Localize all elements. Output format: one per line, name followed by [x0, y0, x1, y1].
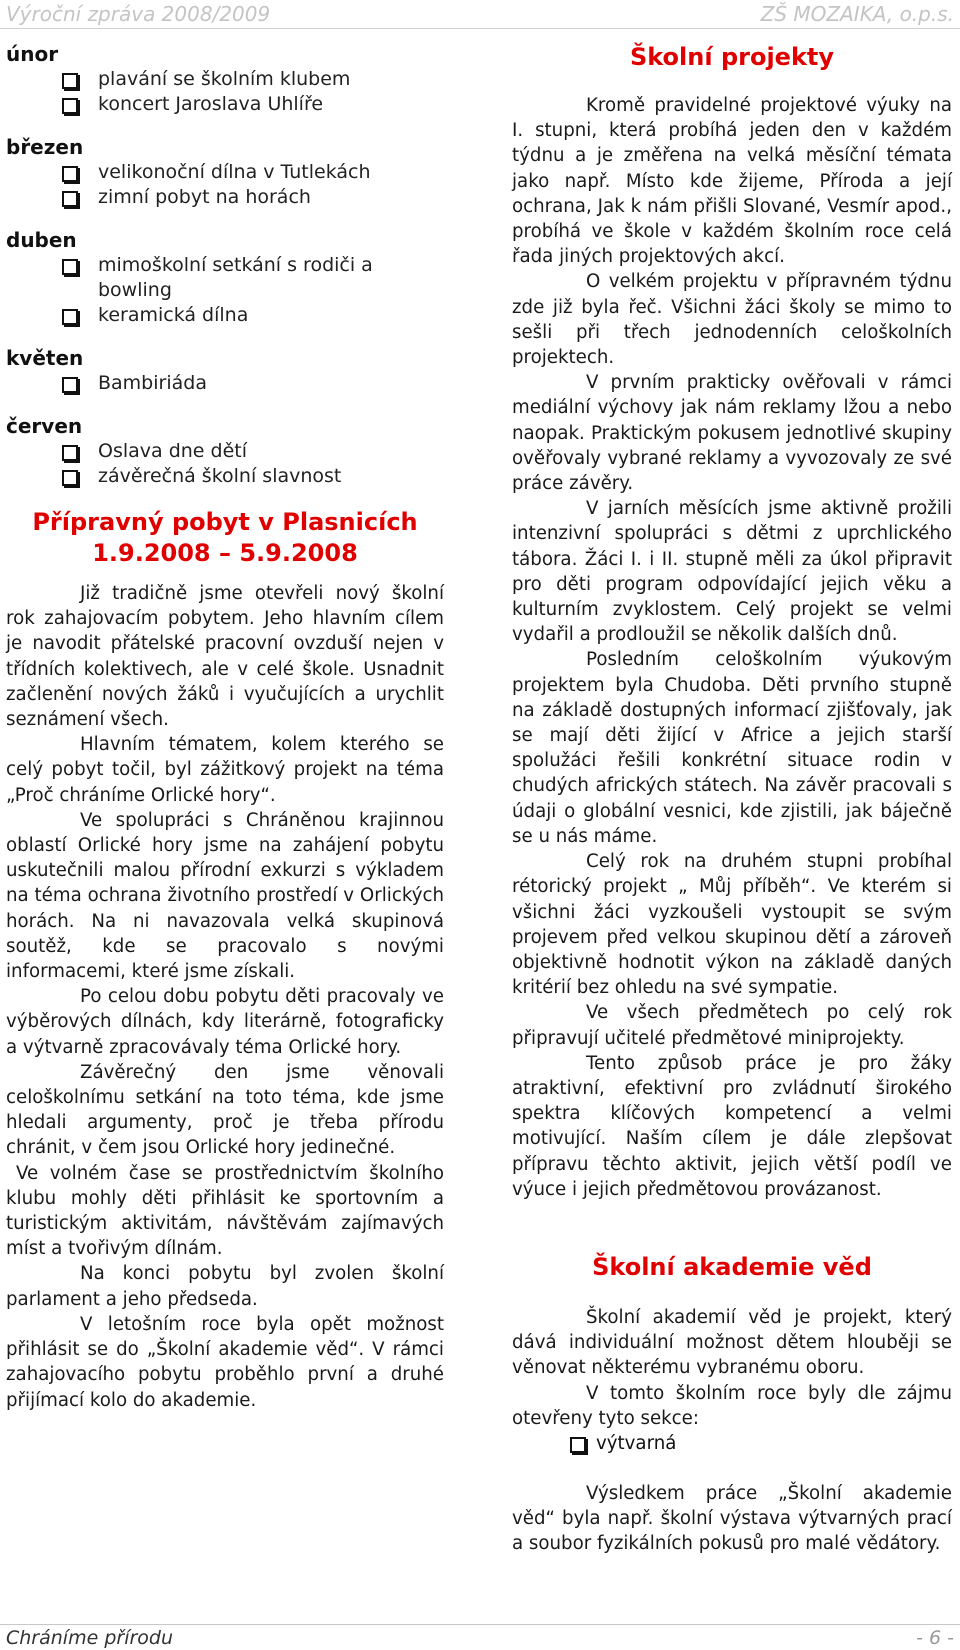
- paragraph: Posledním celoškolním výukovým projektem byla Chudoba. Děti prvního stupně na základě dostupných informací zjišťovaly, jak se mají děti žijící v Africe a jejich starší spolužáci řešili konkrétní situace rodin v chudých afrických státech. Na závěr pracovali s údaji o globální vesnici, kde zjistili, jak báječně se u nás máme.: [512, 649, 952, 847]
- event-item: keramická dílna: [6, 303, 444, 328]
- calendar-month-block: [6, 228, 444, 328]
- section-title-academy: Školní akademie věd: [592, 1252, 872, 1281]
- paragraph: Ve spolupráci s Chráněnou krajinnou oblastí Orlické hory jsme na zahájení pobytu uskutečnili malou přírodní exkurzi s výkladem na téma ochrana životního prostředí v Orlických horách. Na ni navazovala velká skupinová soutěž, kde se pracovalo s novými informacemi, které jsme získali.: [6, 809, 444, 983]
- event-item: velikonoční dílna v Tutlekách: [6, 160, 444, 185]
- event-item: Bambiriáda: [6, 371, 444, 396]
- checkbox-bullet-icon: [62, 377, 78, 393]
- checkbox-bullet-icon: [62, 73, 78, 89]
- paragraph: Na konci pobytu byl zvolen školní parlament a jeho předseda.: [6, 1263, 444, 1310]
- event-list: [6, 160, 444, 210]
- calendar-month-block: [6, 346, 444, 396]
- header-school-name: ZŠ MOZAIKA, o.p.s.: [760, 2, 954, 26]
- calendar-month-block: [6, 414, 444, 489]
- checkbox-bullet-icon: [570, 1437, 586, 1453]
- paragraph: Závěrečný den jsme věnovali celoškolnímu setkání na toto téma, kde jsme hledali argumenty, proč je třeba přírodu chránit, v čem jsou Orlické hory jedinečné.: [6, 1061, 444, 1159]
- month-label: únor: [6, 42, 59, 66]
- paragraph: Školní akademií věd je projekt, který dává individuální možnost dětem hlouběji se věnovat některému vybranému oboru.: [512, 1306, 952, 1379]
- calendar-month-block: [6, 135, 444, 210]
- paragraph: Po celou dobu pobytu děti pracovaly ve výběrových dílnách, kdy literárně, fotograficky a výtvarně zpracovávaly téma Orlické hory.: [6, 986, 444, 1058]
- event-item: závěrečná školní slavnost: [6, 464, 444, 489]
- event-list: [6, 439, 444, 489]
- header-divider: [0, 28, 960, 29]
- left-column: [6, 42, 444, 1413]
- checkbox-bullet-icon: [62, 309, 78, 325]
- event-item: koncert Jaroslava Uhlíře: [6, 92, 444, 117]
- event-item: plavání se školním klubem: [6, 67, 444, 92]
- paragraph: Tento způsob práce je pro žáky atraktivní, efektivní pro zvládnutí širokého spektra klíčových kompetencí a velmi motivující. Naším cílem je dále zlepšovat přípravu těchto aktivit, jejich větší podíl ve výuce i jejich předmětovou provázanost.: [512, 1052, 952, 1200]
- checkbox-bullet-icon: [62, 470, 78, 486]
- event-list: [6, 67, 444, 117]
- checkbox-bullet-icon: [62, 445, 78, 461]
- section-title-plasnice: Přípravný pobyt v Plasnicích: [32, 508, 418, 536]
- paragraph: O velkém projektu v přípravném týdnu zde již byla řeč. Všichni žáci školy se mimo to sešli při třech jednodenních celoškolních projektech.: [512, 271, 952, 369]
- checkbox-bullet-icon: [62, 259, 78, 275]
- paragraph: Kromě pravidelné projektové výuky na I. stupni, která probíhá jeden den v každém týdnu a je změřena na velká měsíční témata jako např. Místo kde žijeme, Příroda a její ochrana, Jak k nám přišli Slované, Vesmír apod., probíhá ve škole v každém školním roce celá řada jiných projektových akcí.: [512, 95, 952, 268]
- month-label: duben: [6, 228, 77, 252]
- academy-section-list: [512, 1431, 952, 1456]
- paragraph: V tomto školním roce byly dle zájmu otevřeny tyto sekce:: [512, 1382, 952, 1429]
- checkbox-bullet-icon: [62, 98, 78, 114]
- page-number: - 6 -: [916, 1627, 954, 1649]
- calendar-month-block: [6, 42, 444, 117]
- paragraph: Hlavním tématem, kolem kterého se celý pobyt točil, byl zážitkový projekt na téma „Proč chráníme Orlické hory“.: [6, 734, 444, 806]
- checkbox-bullet-icon: [62, 191, 78, 207]
- month-label: květen: [6, 346, 84, 370]
- event-list: [6, 253, 444, 328]
- section-dates: 1.9.2008 – 5.9.2008: [92, 539, 358, 567]
- paragraph: Výsledkem práce „Školní akademie věd“ byla např. školní výstava výtvarných prací a soubor fyzikálních pokusů pro malé vědátory.: [512, 1482, 952, 1555]
- event-list: [6, 371, 444, 396]
- paragraph: Celý rok na druhém stupni probíhal rétorický projekt „ Můj příběh“. Ve kterém si všichni žáci vyzkoušeli vystoupit se svým projevem před velkou skupinou dětí a zároveň objektivně hodnotit výkon na základě daných kritérií bez ohledu na své sympatie.: [512, 851, 952, 999]
- paragraph: Ve všech předmětech po celý rok připravují učitelé předmětové miniprojekty.: [512, 1002, 952, 1049]
- paragraph: V prvním prakticky ověřovali v rámci mediální výchovy jak nám reklamy lžou a nebo naopak. Praktickým pokusem jednotlivé skupiny ověřovaly vybrané reklamy a vyvozovaly ze své práce závěry.: [512, 372, 952, 495]
- checkbox-bullet-icon: [62, 166, 78, 182]
- paragraph: V jarních měsících jsme aktivně prožili intenzivní spolupráci s dětmi z uprchlického tábora. Žáci I. i II. stupně měli za úkol připravit pro děti program odpovídající jejich věku a kulturním zvyklostem. Celý projekt se velmi vydařil a prodloužil se několik dalších dnů.: [512, 498, 952, 646]
- right-column: [512, 42, 952, 1557]
- event-item: mimoškolní setkání s rodiči a bowling: [6, 253, 444, 303]
- list-item: výtvarná: [512, 1431, 952, 1456]
- paragraph: Již tradičně jsme otevřeli nový školní rok zahajovacím pobytem. Jeho hlavním cílem je navodit přátelské pracovní ovzduší nejen v třídních kolektivech, ale v celé škole. Usnadnit začlenění nových žáků i vyučujících a urychlit seznámení všech.: [6, 583, 444, 731]
- footer-divider: [0, 1624, 960, 1625]
- section-title-projects: Školní projekty: [629, 43, 835, 71]
- event-item: Oslava dne dětí: [6, 439, 444, 464]
- month-label: březen: [6, 135, 84, 159]
- paragraph: V letošním roce byla opět možnost přihlásit se do „Školní akademie věd“. V rámci zahajovacího pobytu proběhlo první a druhé přijímací kolo do akademie.: [6, 1313, 444, 1411]
- paragraph: Ve volném čase se prostřednictvím školního klubu mohly děti přihlásit ke sportovním a turistickým aktivitám, návštěvám zajímavých míst a tvořivým dílnám.: [6, 1162, 444, 1260]
- footer-motto: Chráníme přírodu: [6, 1627, 174, 1649]
- header-report-title: Výroční zpráva 2008/2009: [6, 2, 271, 26]
- event-item: zimní pobyt na horách: [6, 185, 444, 210]
- month-label: červen: [6, 414, 83, 438]
